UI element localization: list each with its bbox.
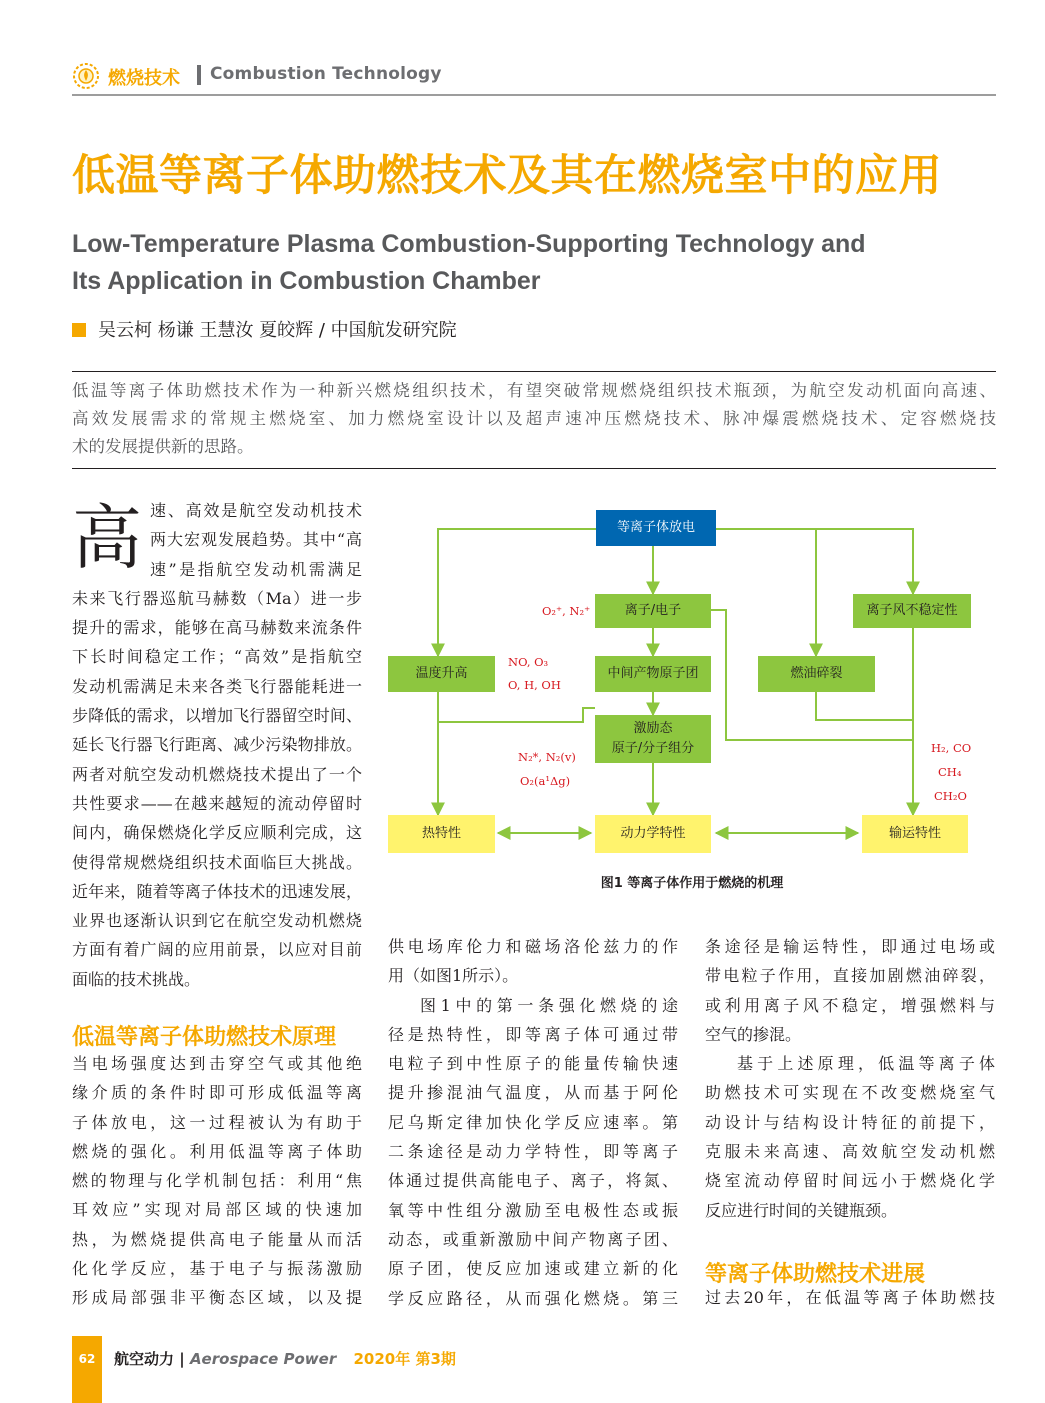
journal-name-cn: 航空动力 <box>114 1350 175 1368</box>
label-no-o3: NO, O₃ <box>508 655 549 669</box>
body-line: 原子团，使反应加速或建立新的化 <box>388 1259 678 1279</box>
body-line: 学反应路径，从而强化燃烧。第三 <box>388 1288 678 1308</box>
body-line: 克服未来高速、高效航空发动机燃 <box>705 1142 995 1162</box>
label-o2-state: O₂(a¹Δg) <box>520 774 571 788</box>
body-line: 步降低的需求，以增加飞行器留空时间、 <box>72 706 362 726</box>
body-line: 用（如图1所示）。 <box>388 966 519 986</box>
label-o2-n2-ions: O₂⁺, N₂⁺ <box>542 604 591 618</box>
authors-line <box>72 316 457 342</box>
body-line: 动态，或重新激励中间产物离子团、 <box>388 1229 678 1249</box>
box-thermal: 热特性 <box>388 815 495 853</box>
body-column-3 <box>705 932 995 1225</box>
body-line: 耳效应”实现对局部区域的快速加 <box>72 1200 362 1220</box>
body-column-2 <box>388 932 678 1313</box>
body-line: 提升的需求，能够在高马赫数来流条件 <box>72 618 362 638</box>
box-fuel-breakup: 燃油碎裂 <box>758 656 875 692</box>
body-line: 未来飞行器巡航马赫数（Ma）进一步 <box>72 588 362 608</box>
page-number: 62 <box>78 1352 96 1366</box>
body-line: 热，为燃烧提供高电子能量从而活 <box>72 1229 362 1249</box>
body-line: 二条途径是动力学特性，即等离子 <box>388 1142 678 1162</box>
drop-cap: 高 <box>72 497 142 579</box>
body-line: 或利用离子风不稳定，增强燃料与 <box>705 995 995 1015</box>
body-line: 条途径是输运特性，即通过电场或 <box>705 937 995 956</box>
label-ch4: CH₄ <box>938 765 962 779</box>
body-line: 延长飞行器飞行距离、减少污染物排放。 <box>72 735 362 755</box>
abstract-bottom-rule <box>72 468 996 469</box>
body-line: 基于上述原理，低温等离子体 <box>737 1054 995 1074</box>
body-line: 两大宏观发展趋势。其中“高 <box>150 530 362 550</box>
body-line: 过去20年，在低温等离子体助燃技 <box>705 1288 995 1307</box>
body-line: 尼乌斯定律加快化学反应速率。第 <box>388 1112 678 1132</box>
line-fuel-to-transport <box>816 692 913 720</box>
arrow-plasma-to-ionwind <box>716 529 913 594</box>
line-inter-to-thermal <box>438 708 595 722</box>
body-line: 业界也逐渐认识到它在航空发动机燃烧 <box>72 911 362 931</box>
body-line: 燃的物理与化学机制包括：利用“焦 <box>72 1171 362 1191</box>
body-line: 近年来，随着等离子体技术的迅速发展， <box>72 881 362 901</box>
box-ion-wind: 离子风不稳定性 <box>853 594 971 628</box>
body-column-1-continued <box>72 1049 362 1313</box>
body-line: 供电场库伦力和磁场洛伦兹力的作 <box>388 937 678 956</box>
body-line: 电粒子到中性原子的能量传输快速 <box>388 1054 678 1074</box>
authors: 吴云柯 杨谦 王慧汝 夏皎辉 / 中国航发研究院 <box>98 320 457 341</box>
journal-issue: 2020年 第3期 <box>353 1350 456 1368</box>
page-number-tab <box>72 1336 102 1403</box>
journal-divider: | <box>179 1350 190 1368</box>
body-line: 提升掺混油气温度，从而基于阿伦 <box>388 1083 678 1103</box>
body-line: 共性要求——在越来越短的流动停留时 <box>72 793 362 813</box>
body-line: 动设计与结构设计特征的前提下， <box>705 1112 995 1132</box>
body-line: 燃烧的强化。利用低温等离子体助 <box>72 1141 362 1161</box>
box-intermediate-radicals: 中间产物原子团 <box>595 656 711 692</box>
body-line: 两者对航空发动机燃烧技术提出了一个 <box>72 764 362 784</box>
abstract-top-rule <box>72 371 996 372</box>
figure-1-mechanism-diagram <box>388 500 996 900</box>
body-line: 发动机需满足未来各类飞行器能耗进一 <box>72 676 362 696</box>
body-line: 图1中的第一条强化燃烧的途 <box>420 995 678 1015</box>
section-title-cn: 燃烧技术 <box>108 68 180 89</box>
page-header <box>72 58 996 98</box>
body-line: 径是热特性，即等离子体可通过带 <box>388 1024 678 1044</box>
body-line: 助燃技术可实现在不改变燃烧室气 <box>705 1083 995 1103</box>
section-title-en: Combustion Technology <box>210 64 442 84</box>
header-rule <box>72 94 996 96</box>
body-line: 面临的技术挑战。 <box>72 969 201 989</box>
body-column-1 <box>72 496 362 994</box>
flame-logo-icon <box>72 62 100 90</box>
body-line: 缘介质的条件时即可形成低温等离 <box>72 1083 362 1103</box>
journal-info <box>114 1348 456 1369</box>
abstract-line: 低温等离子体助燃技术作为一种新兴燃烧组织技术，有望突破常规燃烧组织技术瓶颈，为航空发动机面向高速、 <box>72 381 996 400</box>
body-line: 子体放电，这一过程被认为有助于 <box>72 1112 362 1132</box>
article-title-cn: 低温等离子体助燃技术及其在燃烧室中的应用 <box>72 151 942 201</box>
article-title-en <box>72 226 1002 300</box>
page-footer <box>72 1336 572 1403</box>
box-transport: 输运特性 <box>862 815 968 853</box>
label-n2-states: N₂*, N₂(v) <box>518 750 576 764</box>
box-excited-line: 原子/分子组分 <box>611 741 695 756</box>
body-line: 间内，确保燃烧化学反应顺利完成，这 <box>72 823 362 843</box>
label-o-h-oh: O, H, OH <box>508 678 561 692</box>
abstract-line: 术的发展提供新的思路。 <box>72 437 254 456</box>
body-line: 方面有着广阔的应用前景，以应对目前 <box>72 940 362 960</box>
box-ion-electron: 离子/电子 <box>595 594 711 628</box>
abstract <box>72 377 996 461</box>
body-line: 速”是指航空发动机需满足 <box>150 559 362 579</box>
abstract-line: 高效发展需求的常规主燃烧室、加力燃烧室设计以及超声速冲压燃烧技术、脉冲爆震燃烧技术、定容燃烧技 <box>72 409 996 428</box>
body-line: 烧室流动停留时间远小于燃烧化学 <box>705 1171 995 1191</box>
box-plasma-discharge: 等离子体放电 <box>596 510 716 546</box>
body-line: 带电粒子作用，直接加剧燃油碎裂， <box>705 966 995 986</box>
body-line: 空气的掺混。 <box>705 1024 802 1044</box>
header-divider <box>197 65 201 85</box>
body-line: 氧等中性组分激励至电极性态或振 <box>388 1200 678 1220</box>
journal-name-en: Aerospace Power <box>189 1350 337 1368</box>
figure-caption: 图1 等离子体作用于燃烧的机理 <box>600 876 784 891</box>
box-excited-line: 激励态 <box>633 721 673 736</box>
label-h2-co: H₂, CO <box>931 741 972 755</box>
box-excited-state <box>595 715 711 763</box>
body-line: 化化学反应，基于电子与振荡激励 <box>72 1259 362 1279</box>
body-line: 形成局部强非平衡态区域，以及提 <box>72 1288 362 1308</box>
body-line: 下长时间稳定工作；“高效”是指航空 <box>72 647 362 667</box>
body-line: 体通过提供高能电子、离子，将氮、 <box>388 1171 678 1191</box>
box-kinetic: 动力学特性 <box>595 815 711 853</box>
section-heading-principle: 低温等离子体助燃技术原理 <box>72 1025 337 1050</box>
arrow-plasma-to-temp <box>438 529 596 656</box>
body-line: 速、高效是航空发动机技术 <box>150 501 362 520</box>
title-en-line: Its Application in Combustion Chamber <box>72 267 541 295</box>
body-column-3-continued <box>705 1283 995 1312</box>
body-line: 反应进行时间的关键瓶颈。 <box>705 1200 898 1220</box>
body-line: 当电场强度达到击穿空气或其他绝 <box>72 1054 362 1073</box>
box-temperature-rise: 温度升高 <box>388 656 495 692</box>
body-line: 使得常规燃烧组织技术面临巨大挑战。 <box>72 852 362 872</box>
author-bullet-icon <box>72 323 86 337</box>
section-heading-progress: 等离子体助燃技术进展 <box>705 1262 926 1287</box>
title-en-line: Low-Temperature Plasma Combustion-Supporting Technology and <box>72 230 866 258</box>
label-ch2o: CH₂O <box>934 789 967 803</box>
